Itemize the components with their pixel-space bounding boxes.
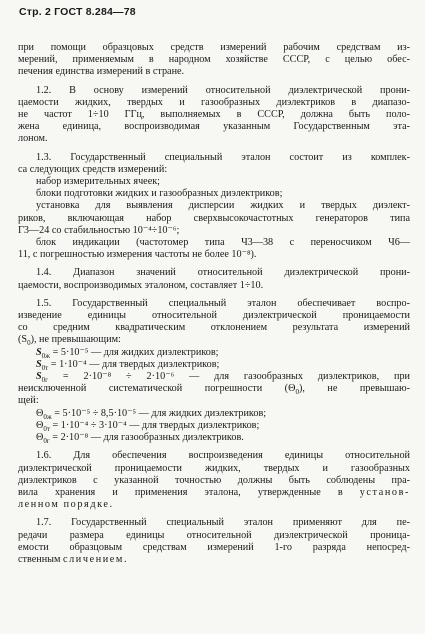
text-line: диэлектрической проницаемости жидких, твердых и газообразных <box>18 462 410 474</box>
paragraph-1-5 <box>18 298 410 444</box>
text-line: диэлектриков с указанной точностью должны быть соблюдены пра- <box>18 474 410 486</box>
text-line: ленном порядке. <box>18 499 113 511</box>
paragraph-intro <box>18 42 410 79</box>
text-line: 1.3. Государственный специальный эталон состоит из комплек- <box>36 151 410 163</box>
text-line: цаемости, воспроизводимых эталоном, составляет 1÷10. <box>18 279 264 291</box>
text-line: 1.5. Государственный специальный эталон обеспечивает воспро- <box>36 297 410 309</box>
document-body <box>18 42 410 572</box>
page-header: Стр. 2 ГОСТ 8.284—78 <box>19 6 136 18</box>
text-line: 1.6. Для обеспечения воспроизведения единицы относительной <box>36 450 410 462</box>
text-line: жена единица, воспроизводимая указанным Государственным эта- <box>18 121 410 133</box>
text-line: 1.4. Диапазон значений относительной диэлектрической прони- <box>36 267 410 279</box>
text-line: со средним квадратическим отклонением результата измерений <box>18 322 410 334</box>
text-line: установка для выявления дисперсии жидких и твердых диэлект- <box>36 200 410 212</box>
formula-line: $\Theta_{0ж} = 5\cdot 10^{-5} \div 8,5\cdot 10^{-5}$ — для жидких диэлектриков; <box>36 407 267 420</box>
text-line: лоном. <box>18 133 48 145</box>
text-line: мерений, применяемым в народном хозяйстве СССР, с целью обес- <box>18 54 410 66</box>
text-line: неисключенной систематической погрешности $(\Theta_0)$, не превышаю- <box>18 383 410 396</box>
text-line: емости образцовым средствам измерений 1-го разряда непосред- <box>18 541 410 553</box>
paragraph-1-7 <box>18 517 410 566</box>
text-line: 1.2. В основу измерений относительной диэлектрической прони- <box>36 84 410 96</box>
text-line: цаемости жидких, твердых и газообразных диэлектриков в диапазо- <box>18 96 410 108</box>
text-line: 11, с погрешностью измерения частоты не более 10⁻⁸). <box>18 249 257 261</box>
formula-line: $S_{0г} = 2\cdot 10^{-8} \div 2\cdot 10^{-6}$ — для газообразных диэлектриков, при <box>36 371 410 384</box>
text-line: не частот 1÷10 ГГц, выполняемых в СССР, должна быть поло- <box>18 109 410 121</box>
text-line: щей: <box>18 395 39 407</box>
text-line: $(S_0)$, не превышающим: <box>18 334 121 347</box>
text-line: ственным сличением. <box>18 553 127 565</box>
text-line: при помощи образцовых средств измерений рабочим средствам из- <box>18 42 410 53</box>
text-line: изведение единицы относительной диэлектрической проницаемости <box>18 310 410 322</box>
paragraph-1-4 <box>18 267 410 291</box>
formula-line: $\Theta_{0г} = 2\cdot 10^{-8}$ — для газообразных диэлектриков. <box>36 432 244 445</box>
paragraph-1-6 <box>18 450 410 511</box>
text-line: са следующих средств измерений: <box>18 163 168 175</box>
text-line: вила хранения и применения эталона, утвержденные в установ- <box>18 486 410 498</box>
text-line: Г3—24 со стабильностью 10⁻⁴÷10⁻⁶; <box>18 224 180 236</box>
text-line: блок индикации (частотомер типа Ч3—38 с переносчиком Ч6— <box>36 237 410 249</box>
text-line: печения единства измерений в стране. <box>18 66 185 78</box>
text-line: 1.7. Государственный специальный эталон применяют для пе- <box>36 517 410 529</box>
formula-line: $\Theta_{0т} = 1\cdot 10^{-4} \div 3\cdot 10^{-4}$ — для твердых диэлектриков; <box>36 419 260 433</box>
paragraph-1-2 <box>18 85 410 146</box>
formula-line: $S_{0т} = 1\cdot 10^{-4}$ — для твердых диэлектриков; <box>36 358 220 372</box>
text-line: блоки подготовки жидких и газообразных диэлектриков; <box>36 188 283 200</box>
text-line: редачи размера единицы относительной диэлектрической проница- <box>18 529 410 541</box>
text-line: риков, включающая набор сверхвысокочастотных генераторов типа <box>18 212 410 224</box>
text-line: набор измерительных ячеек; <box>36 176 161 188</box>
formula-line: $S_{0ж} = 5\cdot 10^{-5}$ — для жидких диэлектриков; <box>36 346 219 359</box>
paragraph-1-3 <box>18 152 410 262</box>
